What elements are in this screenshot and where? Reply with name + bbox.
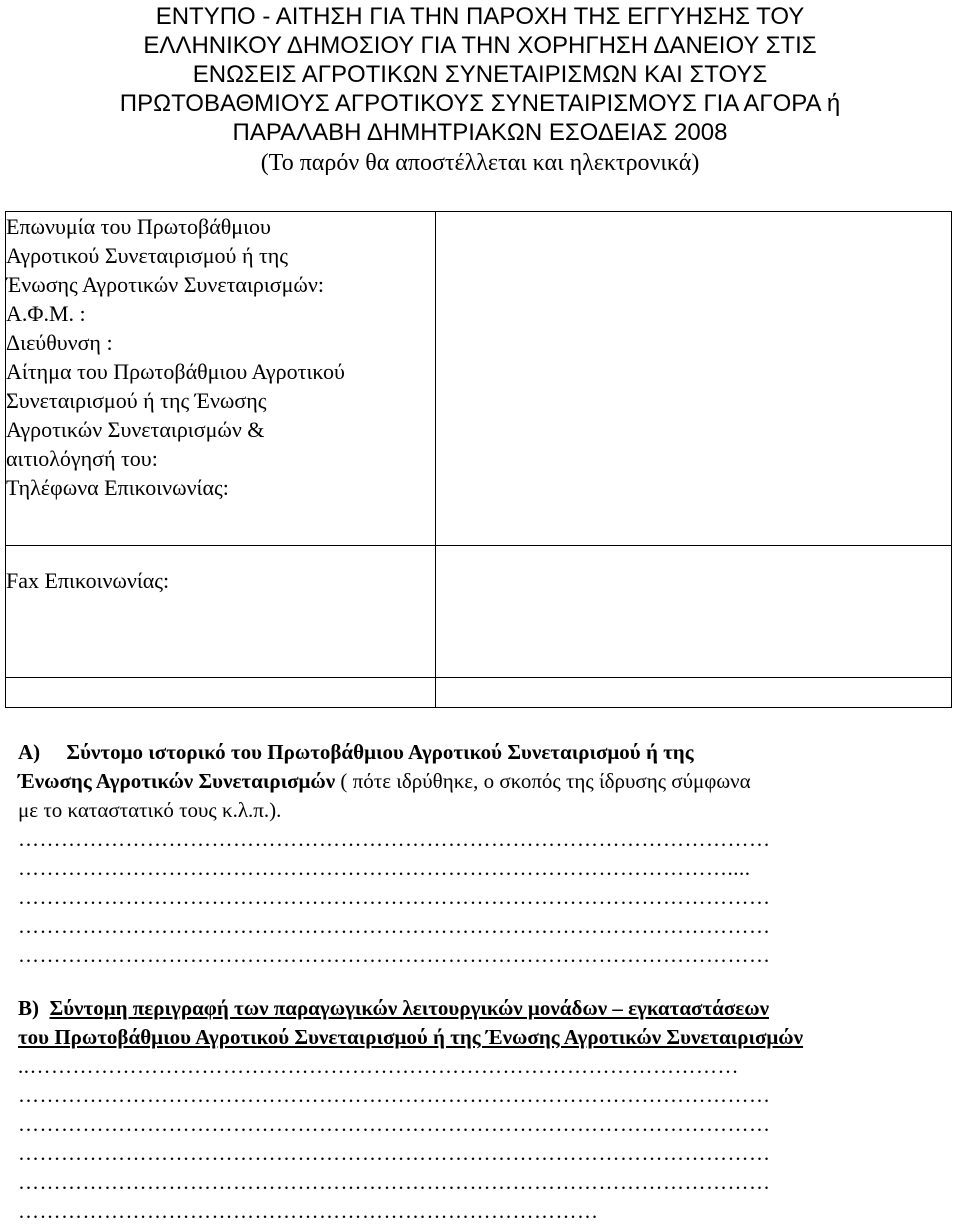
label-request-cont-1: Συνεταιρισμού ή της Ένωσης: [6, 388, 267, 413]
section-b-dot-line-3: ……………………………………………………………………………………………: [18, 1112, 771, 1136]
fax-label-cell: [6, 546, 436, 678]
applicant-info-table: [5, 211, 952, 708]
extra-field[interactable]: [436, 678, 952, 708]
section-a-heading-line-1: [18, 738, 958, 767]
section-b: [18, 994, 958, 1226]
section-b-dot-line-5: ……………………………………………………………………………………………: [18, 1170, 771, 1194]
section-a-heading-line-3: με το καταστατικό τους κ.λ.π.).: [18, 798, 282, 822]
section-a-dot-line-2: ………………………………………………………………………………………....: [18, 856, 751, 880]
section-a-dot-line-3: ……………………………………………………………………………………………: [18, 885, 771, 909]
title-line-2: ΕΛΛΗΝΙΚΟΥ ΔΗΜΟΣΙΟΥ ΓΙΑ ΤΗΝ ΧΟΡΗΓΗΣΗ ΔΑΝΕΙΟΥ ΣΤΙΣ: [143, 32, 817, 59]
label-phones: Τηλέφωνα Επικοινωνίας:: [6, 475, 229, 500]
section-b-dot-line-1: ..………………………………………………………………………………………: [18, 1054, 739, 1078]
extra-label-cell: [6, 678, 436, 708]
section-b-marker: Β): [18, 996, 39, 1020]
title-line-5: ΠΑΡΑΛΑΒΗ ΔΗΜΗΤΡΙΑΚΩΝ ΕΣΟΔΕΙΑΣ 2008: [232, 119, 728, 146]
document-title: [0, 0, 960, 178]
section-a-dot-line-5: ……………………………………………………………………………………………: [18, 943, 771, 967]
document-subtitle: (Το παρόν θα αποστέλλεται και ηλεκτρονικά): [260, 150, 700, 176]
label-request-cont-3: αιτιολόγησή του:: [6, 446, 158, 471]
label-request-cont-2: Αγροτικών Συνεταιρισμών &: [6, 417, 265, 442]
label-address: Διεύθυνση :: [6, 330, 113, 355]
applicant-details-row: [6, 212, 952, 546]
label-request: Αίτημα του Πρωτοβάθμιου Αγροτικού: [6, 359, 345, 384]
section-a-heading-line-2: [18, 767, 958, 796]
fax-field[interactable]: [436, 546, 952, 678]
title-line-4: ΠΡΩΤΟΒΑΘΜΙΟΥΣ ΑΓΡΟΤΙΚΟΥΣ ΣΥΝΕΤΑΙΡΙΣΜΟΥΣ ΓΙΑ ΑΓΟΡΑ ή: [119, 90, 841, 117]
applicant-details-field[interactable]: [436, 212, 952, 546]
title-line-3: ΕΝΩΣΕΙΣ ΑΓΡΟΤΙΚΩΝ ΣΥΝΕΤΑΙΡΙΣΜΩΝ ΚΑΙ ΣΤΟΥΣ: [192, 61, 768, 88]
section-b-heading-line-1: [18, 994, 958, 1023]
fax-row: [6, 546, 952, 678]
section-a-heading-text: Σύντομο ιστορικό του Πρωτοβάθμιου Αγροτικού Συνεταιρισμού ή της: [66, 740, 694, 764]
label-afm: Α.Φ.Μ. :: [6, 301, 86, 326]
section-b-dot-line-2: ……………………………………………………………………………………………: [18, 1083, 771, 1107]
section-a-heading-bold: Ένωσης Αγροτικών Συνεταιρισμών: [18, 769, 336, 793]
section-a-heading-rest: ( πότε ιδρύθηκε, ο σκοπός της ίδρυσης σύμφωνα: [335, 769, 751, 793]
title-line-1: ΕΝΤΥΠΟ - ΑΙΤΗΣΗ ΓΙΑ ΤΗΝ ΠΑΡΟΧΗ ΤΗΣ ΕΓΓΥΗΣΗΣ ΤΟΥ: [155, 3, 805, 30]
label-name-cont-2: Ένωσης Αγροτικών Συνεταιρισμών:: [6, 272, 324, 297]
section-a: [18, 738, 958, 970]
section-a-dot-line-1: ……………………………………………………………………………………………: [18, 827, 771, 851]
section-b-heading-text: Σύντομη περιγραφή των παραγωγικών λειτουργικών μονάδων – εγκαταστάσεων: [49, 996, 769, 1020]
label-name-cont-1: Αγροτικού Συνεταιρισμού ή της: [6, 243, 289, 268]
label-name: Επωνυμία του Πρωτοβάθμιου: [6, 214, 271, 239]
section-a-marker: Α): [18, 740, 41, 764]
section-b-dot-line-6: ………………………………………………………………………: [18, 1199, 599, 1223]
label-fax: Fax Επικοινωνίας:: [6, 568, 170, 593]
applicant-details-labels: [6, 212, 436, 546]
section-a-dot-line-4: ……………………………………………………………………………………………: [18, 914, 771, 938]
section-b-dot-line-4: ……………………………………………………………………………………………: [18, 1141, 771, 1165]
section-b-heading-line-2: του Πρωτοβάθμιου Αγροτικού Συνεταιρισμού ή της Ένωσης Αγροτικών Συνεταιρισμών: [18, 1025, 804, 1049]
extra-row: [6, 678, 952, 708]
